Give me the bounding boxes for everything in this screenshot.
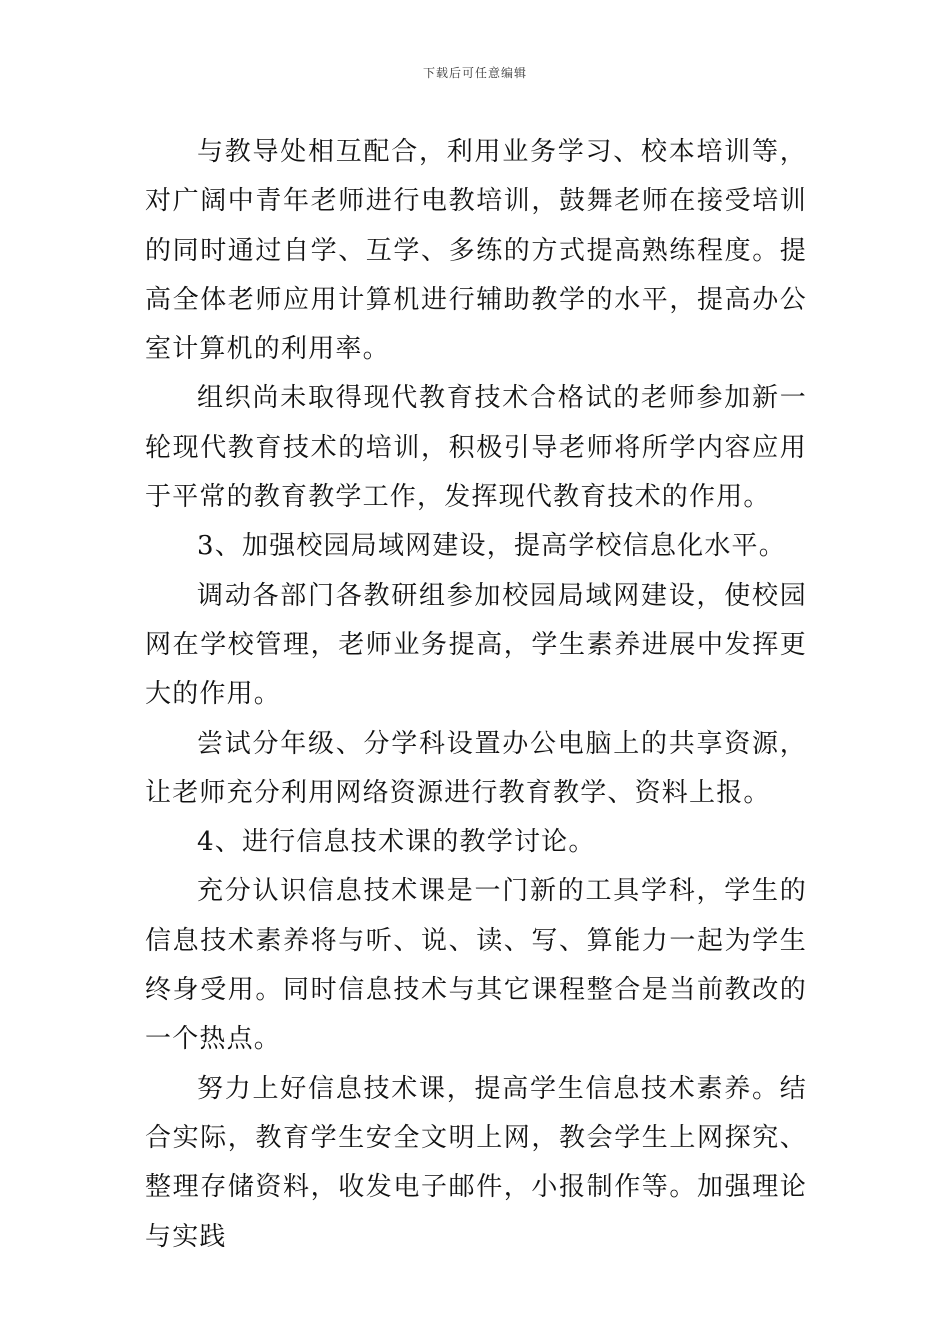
- document-body: [145, 128, 807, 1262]
- page-header-note: 下载后可任意编辑: [422, 66, 527, 80]
- paragraph-campus-network: 调动各部门各教研组参加校园局域网建设，使校园网在学校管理，老师业务提高，学生素养进展中发挥更大的作用。: [145, 580, 807, 710]
- heading-campus-network: 3、加强校园局域网建设，提高学校信息化水平。: [197, 531, 786, 562]
- paragraph-shared-resources: 尝试分年级、分学科设置办公电脑上的共享资源，让老师充分利用网络资源进行教育教学、资料上报。: [145, 728, 807, 808]
- heading-it-course: 4、进行信息技术课的教学讨论。: [197, 827, 596, 858]
- paragraph-it-course-awareness: 充分认识信息技术课是一门新的工具学科，学生的信息技术素养将与听、说、读、写、算能力一起为学生终身受用。同时信息技术与其它课程整合是当前教改的一个热点。: [145, 876, 807, 1055]
- paragraph-modern-edu-training: 组织尚未取得现代教育技术合格试的老师参加新一轮现代教育技术的培训，积极引导老师将所学内容应用于平常的教育教学工作，发挥现代教育技术的作用。: [145, 383, 807, 513]
- paragraph-it-course-practice: 努力上好信息技术课，提高学生信息技术素养。结合实际，教育学生安全文明上网，教会学生上网探究、整理存储资料，收发电子邮件，小报制作等。加强理论与实践: [145, 1073, 807, 1252]
- paragraph-teacher-training: 与教导处相互配合，利用业务学习、校本培训等，对广阔中青年老师进行电教培训，鼓舞老师在接受培训的同时通过自学、互学、多练的方式提高熟练程度。提高全体老师应用计算机进行辅助教学的水平，提高办公室计算机的利用率。: [145, 137, 807, 365]
